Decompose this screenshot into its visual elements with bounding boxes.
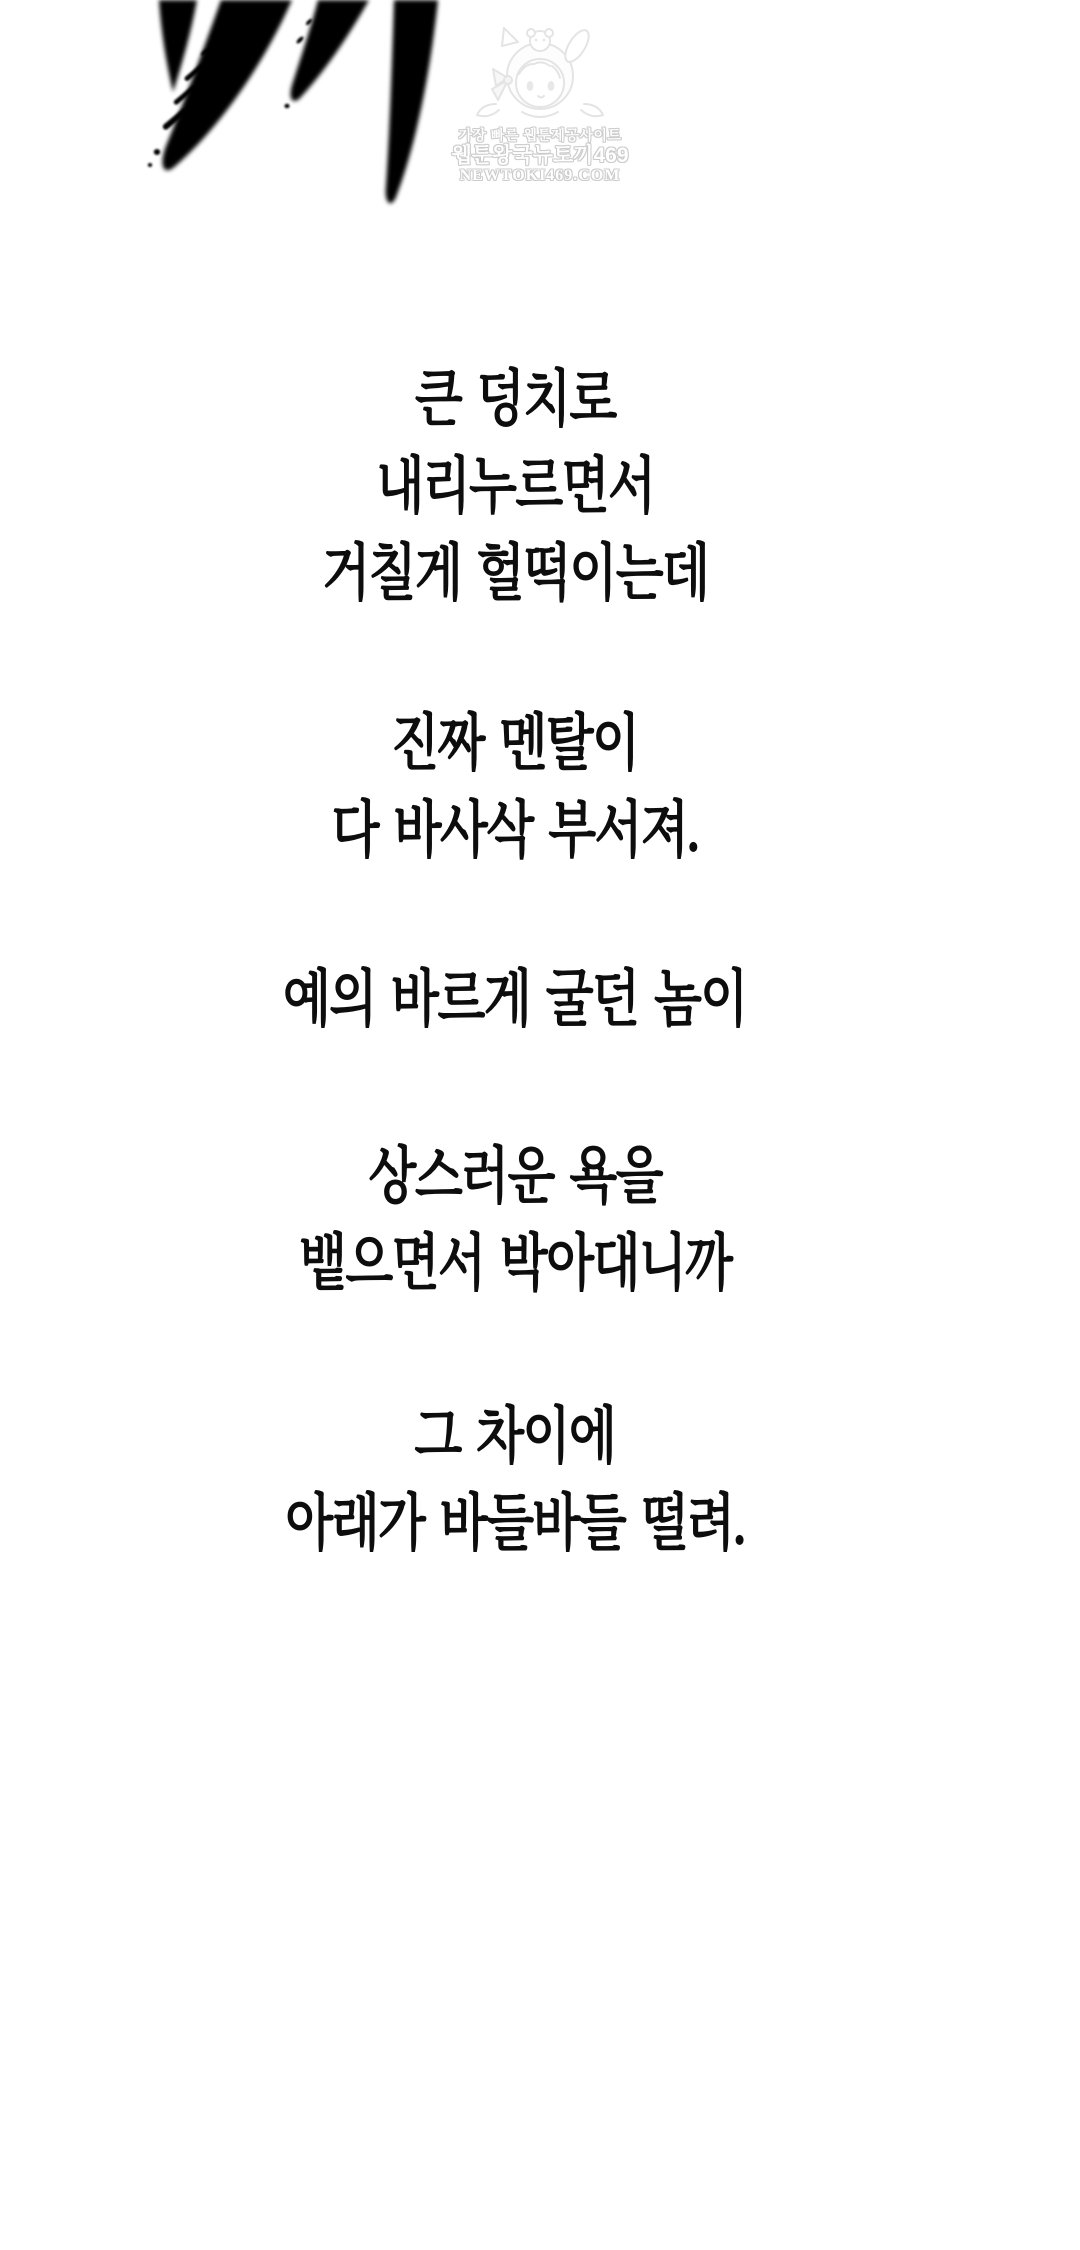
dialogue-line: 아래가 바들바들 떨려.	[285, 1490, 745, 1558]
dialogue-line: 큰 덩치로	[414, 366, 616, 434]
site-watermark	[390, 26, 690, 185]
watermark-site-name: 웹툰왕국뉴토끼469	[451, 143, 629, 167]
watermark-mascot-icon	[474, 26, 606, 128]
dialogue-line: 뱉으면서 박아대니까	[298, 1230, 732, 1298]
dialogue-line: 다 바사삭 부서져.	[331, 797, 699, 865]
dialogue-line: 예의 바르게 굴던 놈이	[283, 966, 747, 1034]
dialogue-block-1-text	[322, 357, 708, 618]
dialogue-block-3	[0, 957, 1030, 1044]
dialogue-block-4-text	[299, 1134, 731, 1308]
watermark-domain: NEWTOKI469.COM	[459, 167, 621, 185]
dialogue-block-2-text	[332, 701, 698, 875]
dialogue-line: 진짜 멘탈이	[391, 710, 639, 778]
dialogue-line: 거칠게 헐떡이는데	[321, 540, 709, 608]
dialogue-block-1	[0, 357, 1030, 618]
dialogue-block-4	[0, 1134, 1030, 1308]
dialogue-block-3-text	[283, 957, 747, 1044]
dialogue-line: 내리누르면서	[376, 453, 654, 521]
watermark-tagline: 가장 빠른 웹툰제공사이트	[458, 127, 622, 143]
dialogue-line: 상스러운 욕을	[368, 1143, 662, 1211]
dialogue-block-2	[0, 701, 1030, 875]
dialogue-line: 그 차이에	[414, 1403, 616, 1471]
dialogue-block-5-text	[286, 1394, 745, 1568]
dialogue-block-5	[0, 1394, 1030, 1568]
